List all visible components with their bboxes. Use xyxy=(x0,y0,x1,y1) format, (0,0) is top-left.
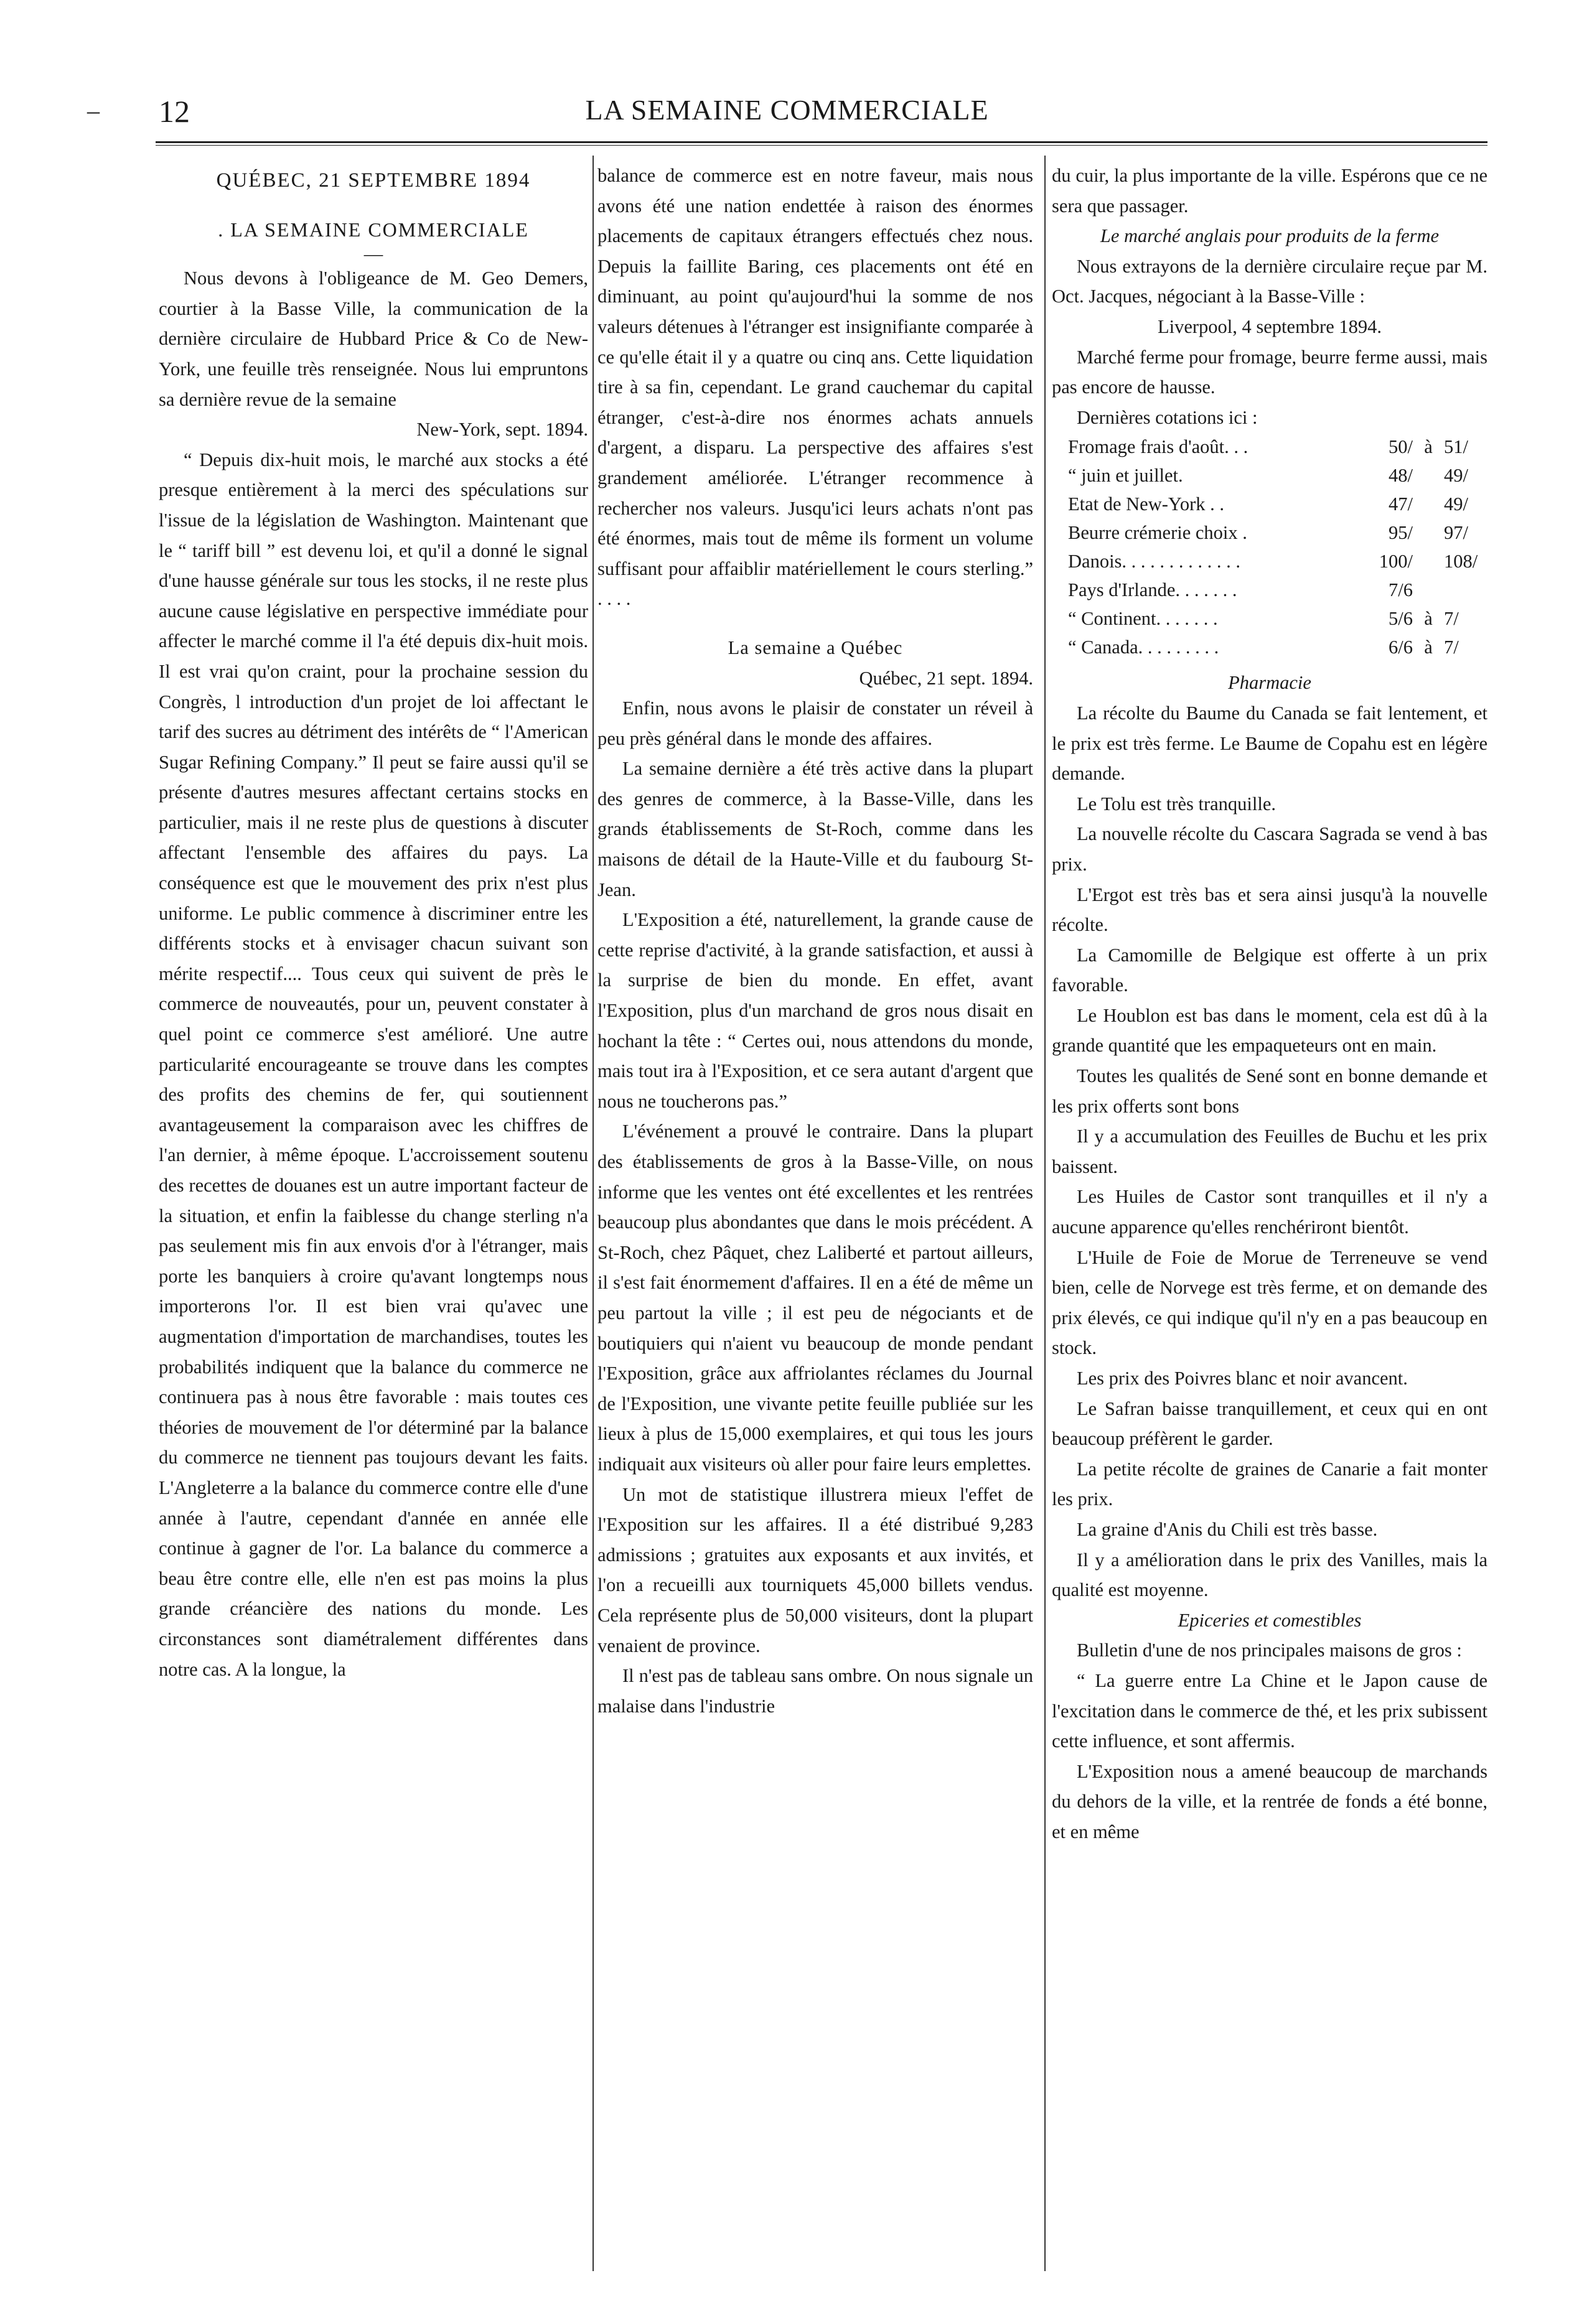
section-title: Le marché anglais pour produits de la ferme xyxy=(1100,225,1440,247)
paragraph: Dernières cotations ici : xyxy=(1077,406,1258,428)
price-low: 95/ xyxy=(1389,522,1413,544)
paragraph: L'Exposition nous a amené beaucoup de marchands du dehors de la ville, et la rentrée de fonds a été bonne, et en même xyxy=(1052,1760,1487,1842)
price-sep xyxy=(1413,518,1444,547)
paragraph: La petite récolte de graines de Canarie a fait monter les prix. xyxy=(1052,1458,1487,1510)
price-item: Pays d'Irlande. . . . . . . xyxy=(1068,579,1237,601)
price-high: 49/ xyxy=(1444,493,1468,515)
price-item: “ Canada. . . . . . . . . xyxy=(1068,637,1219,658)
price-item: Etat de New-York . . xyxy=(1068,493,1225,515)
table-row xyxy=(1052,604,1487,633)
price-low: 5/6 xyxy=(1389,608,1413,630)
paragraph: Bulletin d'une de nos principales maisons de gros : xyxy=(1077,1640,1462,1661)
price-item: “ Continent. . . . . . . xyxy=(1068,608,1218,630)
paragraph: Toutes les qualités de Sené sont en bonne demande et les prix offerts sont bons xyxy=(1052,1065,1487,1117)
section-title: La semaine a Québec xyxy=(728,637,903,658)
paragraph: Les prix des Poivres blanc et noir avancent. xyxy=(1077,1368,1408,1389)
section-title: Epiceries et comestibles xyxy=(1178,1609,1362,1631)
column-3 xyxy=(1052,161,1487,2264)
paragraph: La nouvelle récolte du Cascara Sagrada se vend à bas prix. xyxy=(1052,823,1487,875)
page-number: 12 xyxy=(159,94,190,129)
paragraph: L'Exposition a été, naturellement, la grande cause de cette reprise d'activité, à la grande satisfaction, et aussi à la surprise de bien du monde. En effet, avant l'Exposition, plus d'un marchand de gros nous disait en hochant la tête : “ Certes oui, nous attendons du monde, mais tout ira à l'Exposition, et ce sera autant d'argent que nous ne toucherons pas.” xyxy=(597,909,1033,1112)
column-divider xyxy=(1044,156,1046,2271)
table-row xyxy=(1052,576,1487,604)
header-rule xyxy=(156,141,1487,146)
section-title: . LA SEMAINE COMMERCIALE xyxy=(218,218,529,241)
price-low: 6/6 xyxy=(1389,637,1413,658)
section-dash: — xyxy=(363,243,383,265)
price-sep: à xyxy=(1424,608,1433,630)
paragraph: L'Huile de Foie de Morue de Terreneuve se vend bien, celle de Norvege est très ferme, et on demande des prix élevés, ce qui indique qu'il n'y en a pas beaucoup en stock. xyxy=(1052,1246,1487,1359)
price-sep: à xyxy=(1424,436,1433,458)
journal-title: LA SEMAINE COMMERCIALE xyxy=(585,94,989,126)
price-sep xyxy=(1413,490,1444,518)
price-item: Fromage frais d'août. . . xyxy=(1068,436,1248,458)
column-divider xyxy=(593,156,594,2271)
running-head xyxy=(0,93,1574,137)
letter-dateline: Liverpool, 4 septembre 1894. xyxy=(1158,315,1382,337)
price-high: 49/ xyxy=(1444,465,1468,487)
paragraph: Marché ferme pour fromage, beurre ferme aussi, mais pas encore de hausse. xyxy=(1052,346,1487,398)
price-sep xyxy=(1413,461,1444,490)
column-2 xyxy=(597,161,1033,2264)
price-sep xyxy=(1413,576,1444,604)
price-item: Danois. . . . . . . . . . . . . xyxy=(1068,551,1241,572)
price-item: Beurre crémerie choix . xyxy=(1068,522,1247,544)
price-quotations-table xyxy=(1052,432,1487,661)
table-row xyxy=(1052,518,1487,547)
table-row xyxy=(1052,490,1487,518)
paragraph: Le Safran baisse tranquillement, et ceux qui en ont beaucoup préfèrent le garder. xyxy=(1052,1398,1487,1450)
price-low: 7/6 xyxy=(1389,579,1413,601)
paragraph: Un mot de statistique illustrera mieux l'effet de l'Exposition sur les affaires. Il a été distribué 9,283 admissions ; gratuites aux exposants et aux invités, et l'on a recueilli aux tourniquets 45,000 billets vendus. Cela représente plus de 50,000 visiteurs, dont la plupart venaient de province. xyxy=(597,1483,1033,1656)
letter-dateline: New-York, sept. 1894. xyxy=(416,419,588,441)
issue-dateline: QUÉBEC, 21 SEPTEMBRE 1894 xyxy=(216,169,531,192)
paragraph: Nous devons à l'obligeance de M. Geo Demers, courtier à la Basse Ville, la communication de la dernière circulaire de Hubbard Price & Co de New-York, une feuille très renseignée. Nous lui empruntons sa dernière revue de la semaine xyxy=(159,268,588,410)
paragraph: L'événement a prouvé le contraire. Dans la plupart des établissements de gros à la Basse-Ville, on nous informe que les ventes ont été excellentes et les rentrées beaucoup plus abondantes que dans le mois précédent. A St-Roch, chez Pâquet, chez Laliberté et partout ailleurs, il s'est fait énormement d'affaires. Il en a été de même un peu partout la ville ; il est peu de négociants et de boutiquiers qui n'aient vu beaucoup de monde pendant l'Exposition, grâce aux affriolantes réclames du Journal de l'Exposition, une vivante petite feuille publiée sur les lieux à plus de 15,000 exemplaires, et qui tous les jours indiquait aux visiteurs où aller pour faire leurs emplettes. xyxy=(597,1121,1033,1475)
section-title: Pharmacie xyxy=(1228,672,1311,694)
paragraph: Les Huiles de Castor sont tranquilles et il n'y a aucune apparence qu'elles renchériront bientôt. xyxy=(1052,1186,1487,1238)
paragraph: Nous extrayons de la dernière circulaire reçue par M. Oct. Jacques, négociant à la Basse-Ville : xyxy=(1052,255,1487,307)
paragraph: balance de commerce est en notre faveur, mais nous avons été une nation endettée à raison des énormes placements de capitaux étrangers effectués chez nous. Depuis la faillite Baring, ces placements ont été en diminuant, au point qu'aujourd'hui la somme de nos valeurs détenues à l'étranger est insignifiante comparée à ce qu'elle était il y a quatre ou cinq ans. Cette liquidation tire à sa fin, cependant. Le grand cauchemar du capital étranger, c'est-à-dire nos énormes achats annuels d'argent, a disparu. La perspective des affaires s'est grandement améliorée. L'étranger recommence à rechercher nos valeurs. Jusqu'ici leurs achats n'ont pas été énormes, mais tout de même ils forment un volume suffisant pour affaiblir matériellement le cours sterling.” . . . . xyxy=(597,165,1033,610)
price-high: 51/ xyxy=(1444,436,1468,458)
table-row xyxy=(1052,633,1487,661)
section-dateline: Québec, 21 sept. 1894. xyxy=(859,667,1033,689)
price-high: 7/ xyxy=(1444,608,1459,630)
paragraph: “ Depuis dix-huit mois, le marché aux stocks a été presque entièrement à la merci des spéculations sur l'issue de la législation de Washington. Maintenant que le “ tariff bill ” est devenu loi, et qu'il a donné le signal d'une hausse générale sur tous les stocks, il ne reste plus aucune cause législative en perspective immédiate pour affecter le marché comme il l'a été depuis dix-huit mois. Il est vrai qu'on craint, pour la prochaine session du Congrès, l introduction d'un projet de loi affectant le tarif des sucres au détriment des intérêts de “ l'American Sugar Refining Company.” Il peut se faire aussi qu'il se présente d'autres mesures affectant certains stocks en particulier, mais il ne reste plus de questions à discuter affectant l'ensemble des affaires du pays. La conséquence est que le mouvement des prix n'est plus uniforme. Le public commence à discriminer entre les différents stocks et à envisager chacun suivant son mérite respectif.... Tous ceux qui suivent de près le commerce de nouveautés, pour un, peuvent constater à quel point ce commerce s'est amélioré. Une autre particularité encourageante se trouve dans les comptes des profits des chemins de fer, qui soutiennent avantageusement la comparaison avec les chiffres de l'an dernier, à même époque. L'accroissement soutenu des recettes de douanes est un autre important facteur de la situation, et enfin la faiblesse du change sterling n'a pas seulement mis fin aux envois d'or à l'étranger, mais porte les banquiers à croire qu'avant longtemps nous importerons l'or. Il est bien vrai qu'avec une augmentation d'importation de marchandises, toutes les probabilités indiquent que la balance du commerce ne continuera pas à nous être favorable : mais toutes ces théories de mouvement de l'or déterminé par la balance du commerce ne tiennent pas toujours devant les faits. L'Angleterre a la balance du commerce contre elle d'une année à l'autre, cependant d'année en année elle continue à gagner de l'or. La balance du commerce a beau être contre elle, elle n'en est pas moins la plus grande créancière des nations du monde. Les circonstances sont diamétralement différentes dans notre cas. A la longue, la xyxy=(159,449,588,1680)
price-low: 48/ xyxy=(1389,465,1413,487)
price-low: 50/ xyxy=(1389,436,1413,458)
paragraph: La semaine dernière a été très active dans la plupart des genres de commerce, à la Basse-Ville, dans les grands établissements de St-Roch, comme dans les maisons de détail de la Haute-Ville et du faubourg St-Jean. xyxy=(597,758,1033,900)
table-row xyxy=(1052,547,1487,576)
price-high: 7/ xyxy=(1444,637,1459,658)
paragraph: Le Tolu est très tranquille. xyxy=(1077,793,1277,814)
price-sep: à xyxy=(1424,637,1433,658)
paragraph: Il n'est pas de tableau sans ombre. On nous signale un malaise dans l'industrie xyxy=(597,1665,1033,1717)
paragraph: du cuir, la plus importante de la ville. Espérons que ce ne sera que passager. xyxy=(1052,165,1487,217)
paragraph: “ La guerre entre La Chine et le Japon cause de l'excitation dans le commerce de thé, et les prix subissent cette influence, et sont affermis. xyxy=(1052,1669,1487,1752)
paragraph: La graine d'Anis du Chili est très basse. xyxy=(1077,1518,1378,1540)
table-row xyxy=(1052,461,1487,490)
paragraph: Il y a accumulation des Feuilles de Buchu et les prix baissent. xyxy=(1052,1126,1487,1177)
paragraph: Le Houblon est bas dans le moment, cela est dû à la grande quantité que les empaqueteurs ont en main. xyxy=(1052,1004,1487,1057)
price-low: 47/ xyxy=(1389,493,1413,515)
price-high xyxy=(1444,576,1487,604)
paragraph: Enfin, nous avons le plaisir de constater un réveil à peu près général dans le monde des affaires. xyxy=(597,698,1033,749)
table-row xyxy=(1052,432,1487,461)
price-low: 100/ xyxy=(1379,551,1413,572)
price-sep xyxy=(1413,547,1444,576)
price-high: 97/ xyxy=(1444,522,1468,544)
margin-mark: – xyxy=(87,96,100,124)
paragraph: L'Ergot est très bas et sera ainsi jusqu'à la nouvelle récolte. xyxy=(1052,884,1487,936)
paragraph: La récolte du Baume du Canada se fait lentement, et le prix est très ferme. Le Baume de Copahu est en légère demande. xyxy=(1052,702,1487,785)
paragraph: Il y a amélioration dans le prix des Vanilles, mais la qualité est moyenne. xyxy=(1052,1549,1487,1601)
paragraph: La Camomille de Belgique est offerte à un prix favorable. xyxy=(1052,944,1487,996)
price-item: “ juin et juillet. xyxy=(1068,465,1183,487)
price-high: 108/ xyxy=(1444,551,1478,572)
column-1 xyxy=(159,161,588,2264)
